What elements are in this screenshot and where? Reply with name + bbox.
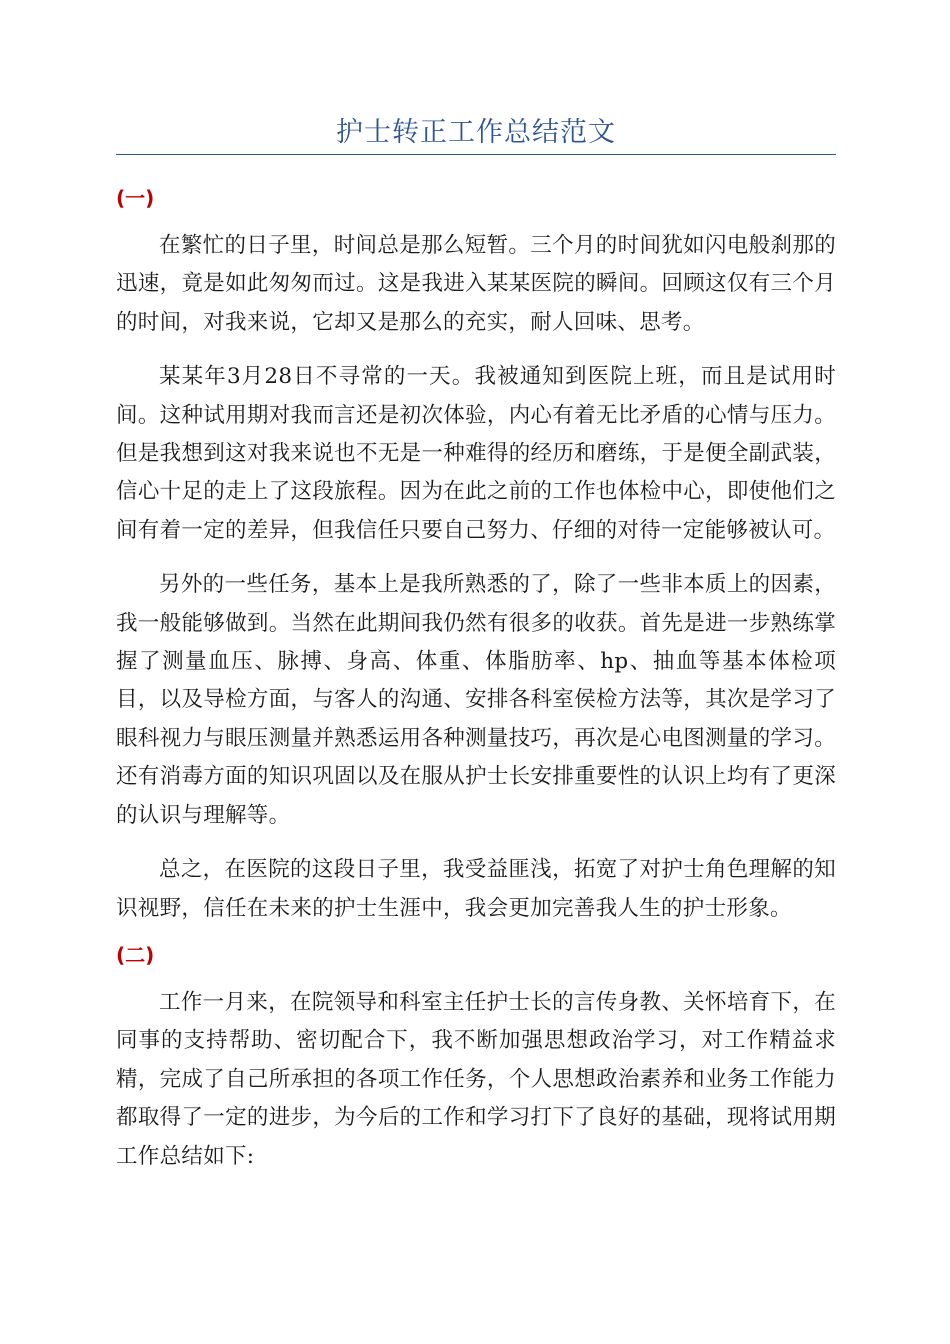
paragraph: 在繁忙的日子里，时间总是那么短暂。三个月的时间犹如闪电般刹那的迅速，竟是如此匆匆而过。这是我进入某某医院的瞬间。回顾这仅有三个月的时间，对我来说，它却又是那么的充实，耐人回味、思考。 — [116, 233, 836, 335]
document-page — [116, 0, 836, 1176]
paragraph: 另外的一些任务，基本上是我所熟悉的了，除了一些非本质上的因素，我一般能够做到。当然在此期间我仍然有很多的收获。首先是进一步熟练掌握了测量血压、脉搏、身高、体重、体脂肪率、hp、抽血等基本体检项目，以及导检方面，与客人的沟通、安排各科室侯检方法等，其次是学习了眼科视力与眼压测量并熟悉运用各种测量技巧，再次是心电图测量的学习。还有消毒方面的知识巩固以及在服从护士长安排重要性的认识上均有了更深的认识与理解等。 — [116, 572, 836, 828]
paragraph: 总之，在医院的这段日子里，我受益匪浅，拓宽了对护士角色理解的知识视野，信任在未来的护士生涯中，我会更加完善我人生的护士形象。 — [116, 857, 836, 921]
title-underline — [116, 154, 836, 155]
document-title: 护士转正工作总结范文 — [336, 117, 616, 148]
section-heading-2: (二) — [116, 942, 155, 967]
paragraph: 某某年3月28日不寻常的一天。我被通知到医院上班，而且是试用时间。这种试用期对我而言还是初次体验，内心有着无比矛盾的心情与压力。但是我想到这对我来说也不无是一种难得的经历和磨练，于是便全副武装，信心十足的走上了这段旅程。因为在此之前的工作也体检中心，即使他们之间有着一定的差异，但我信任只要自己努力、仔细的对待一定能够被认可。 — [116, 364, 836, 543]
paragraph: 工作一月来，在院领导和科室主任护士长的言传身教、关怀培育下，在同事的支持帮助、密切配合下，我不断加强思想政治学习，对工作精益求精，完成了自己所承担的各项工作任务，个人思想政治素养和业务工作能力都取得了一定的进步，为今后的工作和学习打下了良好的基础，现将试用期工作总结如下: — [116, 989, 836, 1169]
section-heading-1: (一) — [116, 186, 155, 210]
